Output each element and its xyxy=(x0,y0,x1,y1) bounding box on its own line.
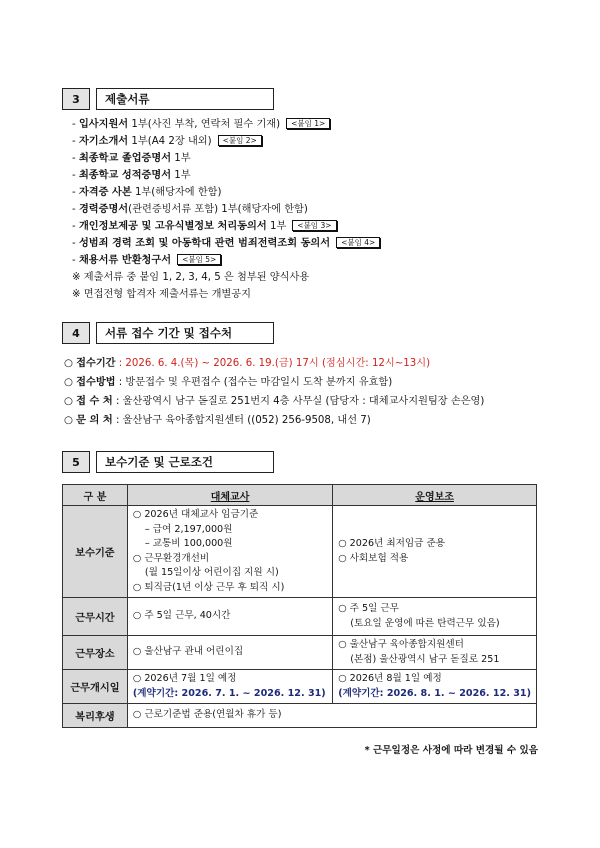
hours-assistant: ○ 주 5일 근무 (토요일 운영에 따른 탄력근무 있음) xyxy=(333,598,537,636)
location-substitute: ○ 울산남구 관내 어린이집 xyxy=(127,636,332,670)
header-category: 구 분 xyxy=(63,485,128,506)
pay-assistant: ○ 2026년 최저임금 준용 ○ 사회보험 적용 xyxy=(333,506,537,598)
table-row-hours xyxy=(63,598,537,636)
doc-item-4: - 최종학교 성적증명서 1부 xyxy=(72,170,191,181)
section3-number: 3 xyxy=(62,88,90,110)
pay-substitute: ○ 2026년 대체교사 임금기준 – 급여 2,197,000원 – 교통비 100,000원 ○ 근무환경개선비 (월 15일이상 어린이집 지원 시) ○ 퇴직금(1년 이상 근무 후 퇴직 시) xyxy=(127,506,332,598)
start-assistant: ○ 2026년 8월 1일 예정 (계약기간: 2026. 8. 1. ~ 2026. 12. 31) xyxy=(333,670,537,704)
section5-header xyxy=(62,451,274,473)
header-operation-assistant: 운영보조 xyxy=(333,485,537,506)
doc-note-2: ※ 면접전형 합격자 제출서류는 개별공지 xyxy=(72,289,251,300)
section4-title: 서류 접수 기간 및 접수처 xyxy=(96,322,274,344)
receipt-period: ○ 접수기간 : 2026. 6. 4.(목) ~ 2026. 6. 19.(금) 17시 (점심시간: 12시~13시) xyxy=(64,358,431,369)
schedule-footnote: * 근무일정은 사정에 따라 변경될 수 있음 xyxy=(364,745,538,756)
row-label-location: 근무장소 xyxy=(63,636,128,670)
table-header-row xyxy=(63,485,537,506)
start-substitute: ○ 2026년 7월 1일 예정 (계약기간: 2026. 7. 1. ~ 2026. 12. 31) xyxy=(127,670,332,704)
doc-item-5: - 자격증 사본 1부(해당자에 한함) xyxy=(72,187,222,198)
doc-item-6: - 경력증명서(관련증빙서류 포함) 1부(해당자에 한함) xyxy=(72,204,308,215)
doc-item-3: - 최종학교 졸업증명서 1부 xyxy=(72,153,191,164)
receipt-method: ○ 접수방법 : 방문접수 및 우편접수 (접수는 마감일시 도착 분까지 유효함) xyxy=(64,377,393,388)
section5-number: 5 xyxy=(62,451,90,473)
hours-substitute: ○ 주 5일 근무, 40시간 xyxy=(127,598,332,636)
section4-number: 4 xyxy=(62,322,90,344)
header-substitute-teacher: 대체교사 xyxy=(127,485,332,506)
doc-note-1: ※ 제출서류 중 붙임 1, 2, 3, 4, 5 은 첨부된 양식사용 xyxy=(72,272,310,283)
receipt-place: ○ 접 수 처 : 울산광역시 남구 돋질로 251번지 4층 사무실 (담당자 : 대체교사지원팀장 손은영) xyxy=(64,396,485,407)
table-row-welfare xyxy=(63,704,537,728)
attachment-tag-3: <붙임 3> xyxy=(292,220,336,231)
table-row-location xyxy=(63,636,537,670)
row-label-pay: 보수기준 xyxy=(63,506,128,598)
row-label-start-date: 근무개시일 xyxy=(63,670,128,704)
table-row-pay xyxy=(63,506,537,598)
location-assistant: ○ 울산남구 육아종합지원센터 (본점) 울산광역시 남구 돋질로 251 xyxy=(333,636,537,670)
inquiry-contact: ○ 문 의 처 : 울산남구 육아종합지원센터 ((052) 256-9508, 내선 7) xyxy=(64,415,371,426)
section4-header xyxy=(62,322,274,344)
section5-title: 보수기준 및 근로조건 xyxy=(96,451,274,473)
doc-item-2: - 자기소개서 1부(A4 2장 내외) <붙임 2> xyxy=(72,134,262,149)
doc-item-7: - 개인정보제공 및 고유식별정보 처리동의서 1부 <붙임 3> xyxy=(72,219,337,234)
doc-item-1: - 입사지원서 1부(사진 부착, 연락처 필수 기재) <붙임 1> xyxy=(72,117,330,132)
doc-item-9: - 채용서류 반환청구서 <붙임 5> xyxy=(72,253,221,268)
doc-item-8: - 성범죄 경력 조회 및 아동학대 관련 범죄전력조회 동의서 <붙임 4> xyxy=(72,236,380,251)
attachment-tag-2: <붙임 2> xyxy=(218,135,262,146)
row-label-welfare: 복리후생 xyxy=(63,704,128,728)
attachment-tag-5: <붙임 5> xyxy=(177,254,221,265)
row-label-hours: 근무시간 xyxy=(63,598,128,636)
section3-title: 제출서류 xyxy=(96,88,274,110)
attachment-tag-1: <붙임 1> xyxy=(286,118,330,129)
welfare-value: ○ 근로기준법 준용(연월차 휴가 등) xyxy=(127,704,536,728)
attachment-tag-4: <붙임 4> xyxy=(336,237,380,248)
table-row-start-date xyxy=(63,670,537,704)
work-conditions-table xyxy=(62,484,537,728)
section3-header xyxy=(62,88,274,110)
